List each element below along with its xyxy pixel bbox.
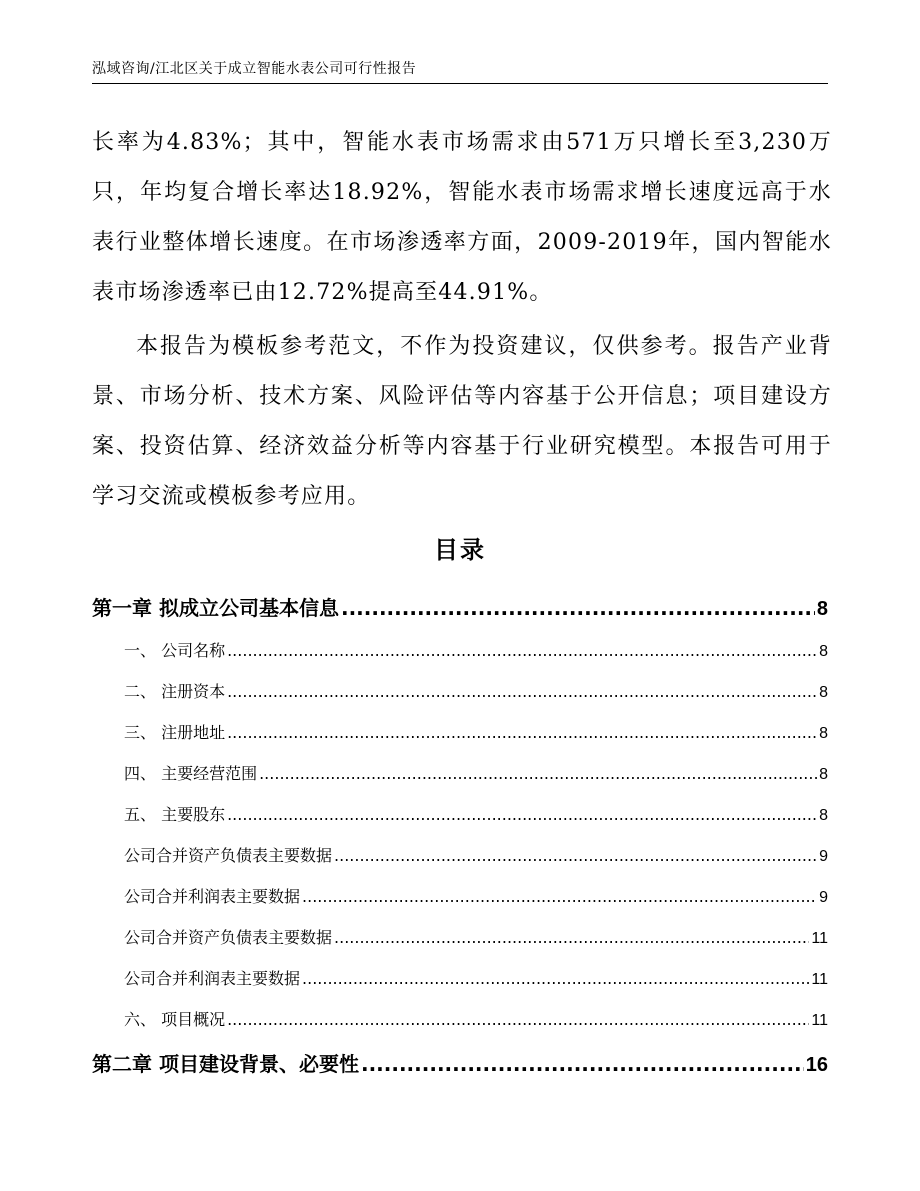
page-header: 泓域咨询/江北区关于成立智能水表公司可行性报告 [92,61,417,77]
toc-leader-dots [227,630,817,671]
toc-entry-page: 8 [819,766,828,783]
toc-entry-page: 8 [819,684,828,701]
toc-entry-page: 8 [819,643,828,660]
toc-entry-title: 四、 主要经营范围 [124,764,258,783]
body-text [92,118,832,522]
toc-entry-chapter[interactable] [92,1042,828,1086]
toc-entry-title: 三、 注册地址 [124,723,226,742]
toc-leader-dots [334,835,817,876]
toc-entry-page: 9 [819,848,828,865]
toc-entry-title: 第二章 项目建设背景、必要性 [92,1052,359,1076]
toc-entry-page: 8 [819,725,828,742]
toc-entry-section[interactable] [92,753,828,794]
toc-leader-dots [227,999,809,1040]
toc-entry-section[interactable] [92,794,828,835]
toc-entry-section[interactable] [92,712,828,753]
toc-leader-dots [259,753,817,794]
toc-entry-title: 一、 公司名称 [124,641,226,660]
toc-entry-title: 公司合并利润表主要数据 [124,969,301,988]
toc-entry-title: 公司合并资产负债表主要数据 [124,846,333,865]
toc-entry-section[interactable] [92,630,828,671]
toc-entry-section[interactable] [92,958,828,999]
toc-entry-chapter[interactable] [92,586,828,630]
toc-leader-dots [361,1042,804,1086]
header-rule [92,83,828,84]
toc-entry-page: 11 [811,1012,828,1029]
toc-leader-dots [227,671,817,712]
toc-leader-dots [334,917,809,958]
table-of-contents [92,586,828,1086]
toc-leader-dots [302,876,817,917]
paragraph: 本报告为模板参考范文，不作为投资建议，仅供参考。报告产业背景、市场分析、技术方案、风险评估等内容基于公开信息；项目建设方案、投资估算、经济效益分析等内容基于行业研究模型。本报告可用于学习交流或模板参考应用。 [92,334,832,509]
toc-entry-page: 8 [819,807,828,824]
toc-entry-page: 8 [816,598,828,620]
toc-entry-title: 五、 主要股东 [124,805,226,824]
toc-leader-dots [227,794,817,835]
toc-entry-section[interactable] [92,671,828,712]
toc-entry-section[interactable] [92,999,828,1040]
toc-entry-title: 第一章 拟成立公司基本信息 [92,596,339,620]
toc-entry-page: 11 [811,971,828,988]
toc-title: 目录 [434,535,486,564]
toc-entry-title: 公司合并资产负债表主要数据 [124,928,333,947]
toc-entry-page: 9 [819,889,828,906]
toc-leader-dots [341,586,815,630]
toc-entry-section[interactable] [92,917,828,958]
toc-leader-dots [227,712,817,753]
toc-entry-section[interactable] [92,835,828,876]
toc-entry-title: 六、 项目概况 [124,1010,226,1029]
toc-entry-section[interactable] [92,876,828,917]
toc-leader-dots [302,958,809,999]
toc-entry-page: 11 [811,930,828,947]
toc-entry-title: 二、 注册资本 [124,682,226,701]
toc-entry-page: 16 [805,1054,828,1076]
toc-entry-title: 公司合并利润表主要数据 [124,887,301,906]
paragraph: 长率为4.83%；其中，智能水表市场需求由571万只增长至3,230万只，年均复合增长率达18.92%，智能水表市场需求增长速度远高于水表行业整体增长速度。在市场渗透率方面，2009-2019年，国内智能水表市场渗透率已由12.72%提高至44.91%。 [92,130,832,305]
